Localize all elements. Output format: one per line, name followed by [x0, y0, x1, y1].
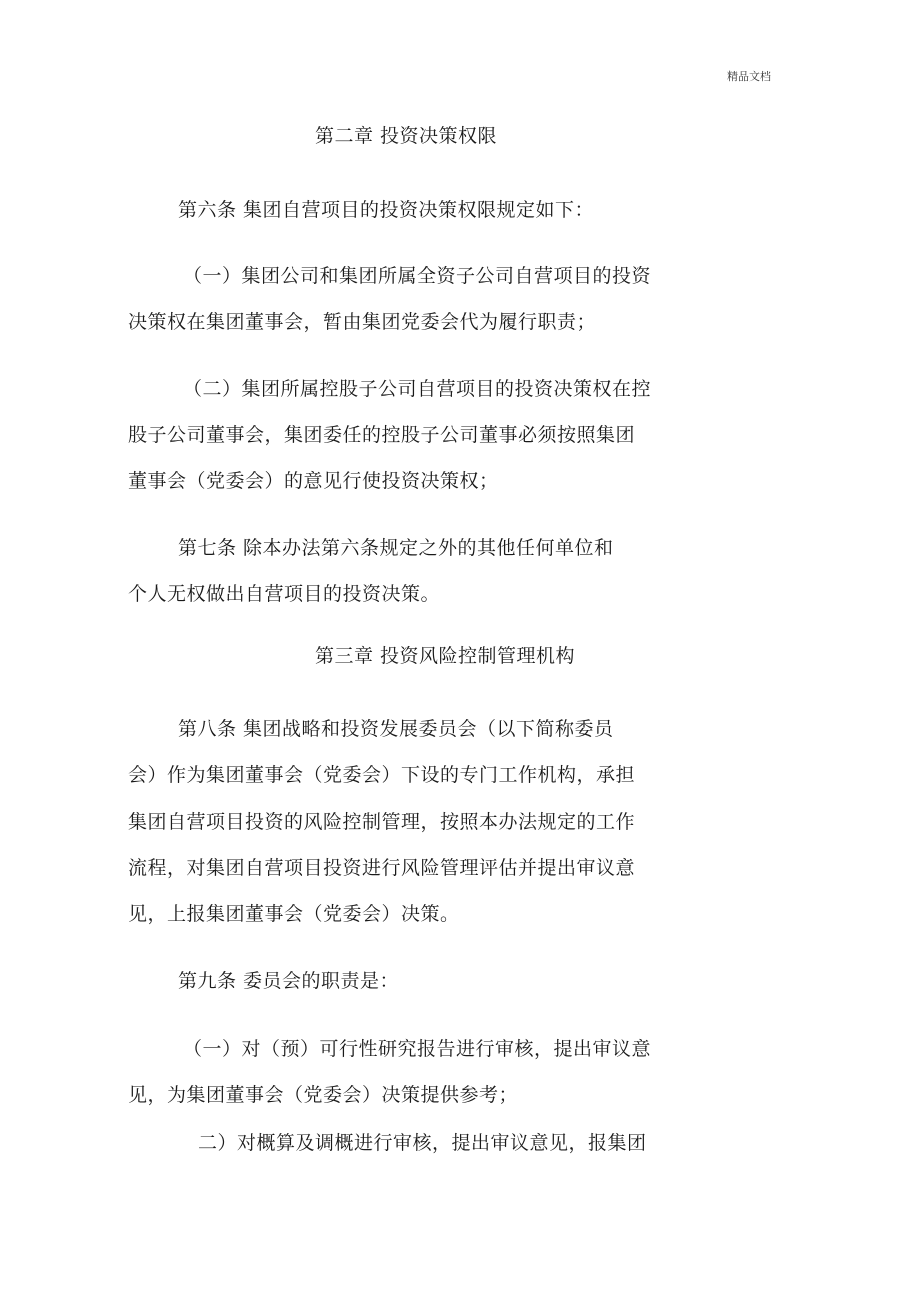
article-6-item-1-line-2: 决策权在集团董事会，暂由集团党委会代为履行职责； — [128, 311, 597, 333]
article-6-item-2-line-2: 股子公司董事会，集团委任的控股子公司董事必须按照集团 — [128, 424, 636, 446]
article-9-item-2-line-1: 二）对概算及调概进行审核，提出审议意见，报集团 — [198, 1132, 647, 1154]
article-9-item-1-line-1: （一）对（预）可行性研究报告进行审核，提出审议意 — [183, 1038, 652, 1060]
article-8-line-1: 第八条 集团战略和投资发展委员会（以下简称委员 — [178, 718, 614, 740]
chapter-2-title: 第二章 投资决策权限 — [315, 125, 498, 147]
article-9: 第九条 委员会的职责是： — [178, 970, 400, 992]
article-9-item-1-line-2: 见，为集团董事会（党委会）决策提供参考； — [128, 1084, 519, 1106]
article-6-item-2-line-3: 董事会（党委会）的意见行使投资决策权； — [128, 470, 499, 492]
article-6: 第六条 集团自营项目的投资决策权限规定如下： — [178, 199, 595, 221]
article-8-line-5: 见，上报集团董事会（党委会）决策。 — [128, 903, 460, 925]
header-mark: 精品文档 — [727, 70, 771, 83]
article-8-line-3: 集团自营项目投资的风险控制管理，按照本办法规定的工作 — [128, 811, 636, 833]
article-7-line-2: 个人无权做出自营项目的投资决策。 — [128, 583, 441, 605]
article-6-item-1-line-1: （一）集团公司和集团所属全资子公司自营项目的投资 — [183, 265, 652, 287]
article-8-line-2: 会）作为集团董事会（党委会）下设的专门工作机构，承担 — [128, 764, 636, 786]
article-8-line-4: 流程，对集团自营项目投资进行风险管理评估并提出审议意 — [128, 857, 636, 879]
article-7-line-1: 第七条 除本办法第六条规定之外的其他任何单位和 — [178, 537, 614, 559]
chapter-3-title: 第三章 投资风险控制管理机构 — [315, 645, 576, 667]
article-6-item-2-line-1: （二）集团所属控股子公司自营项目的投资决策权在控 — [183, 378, 652, 400]
